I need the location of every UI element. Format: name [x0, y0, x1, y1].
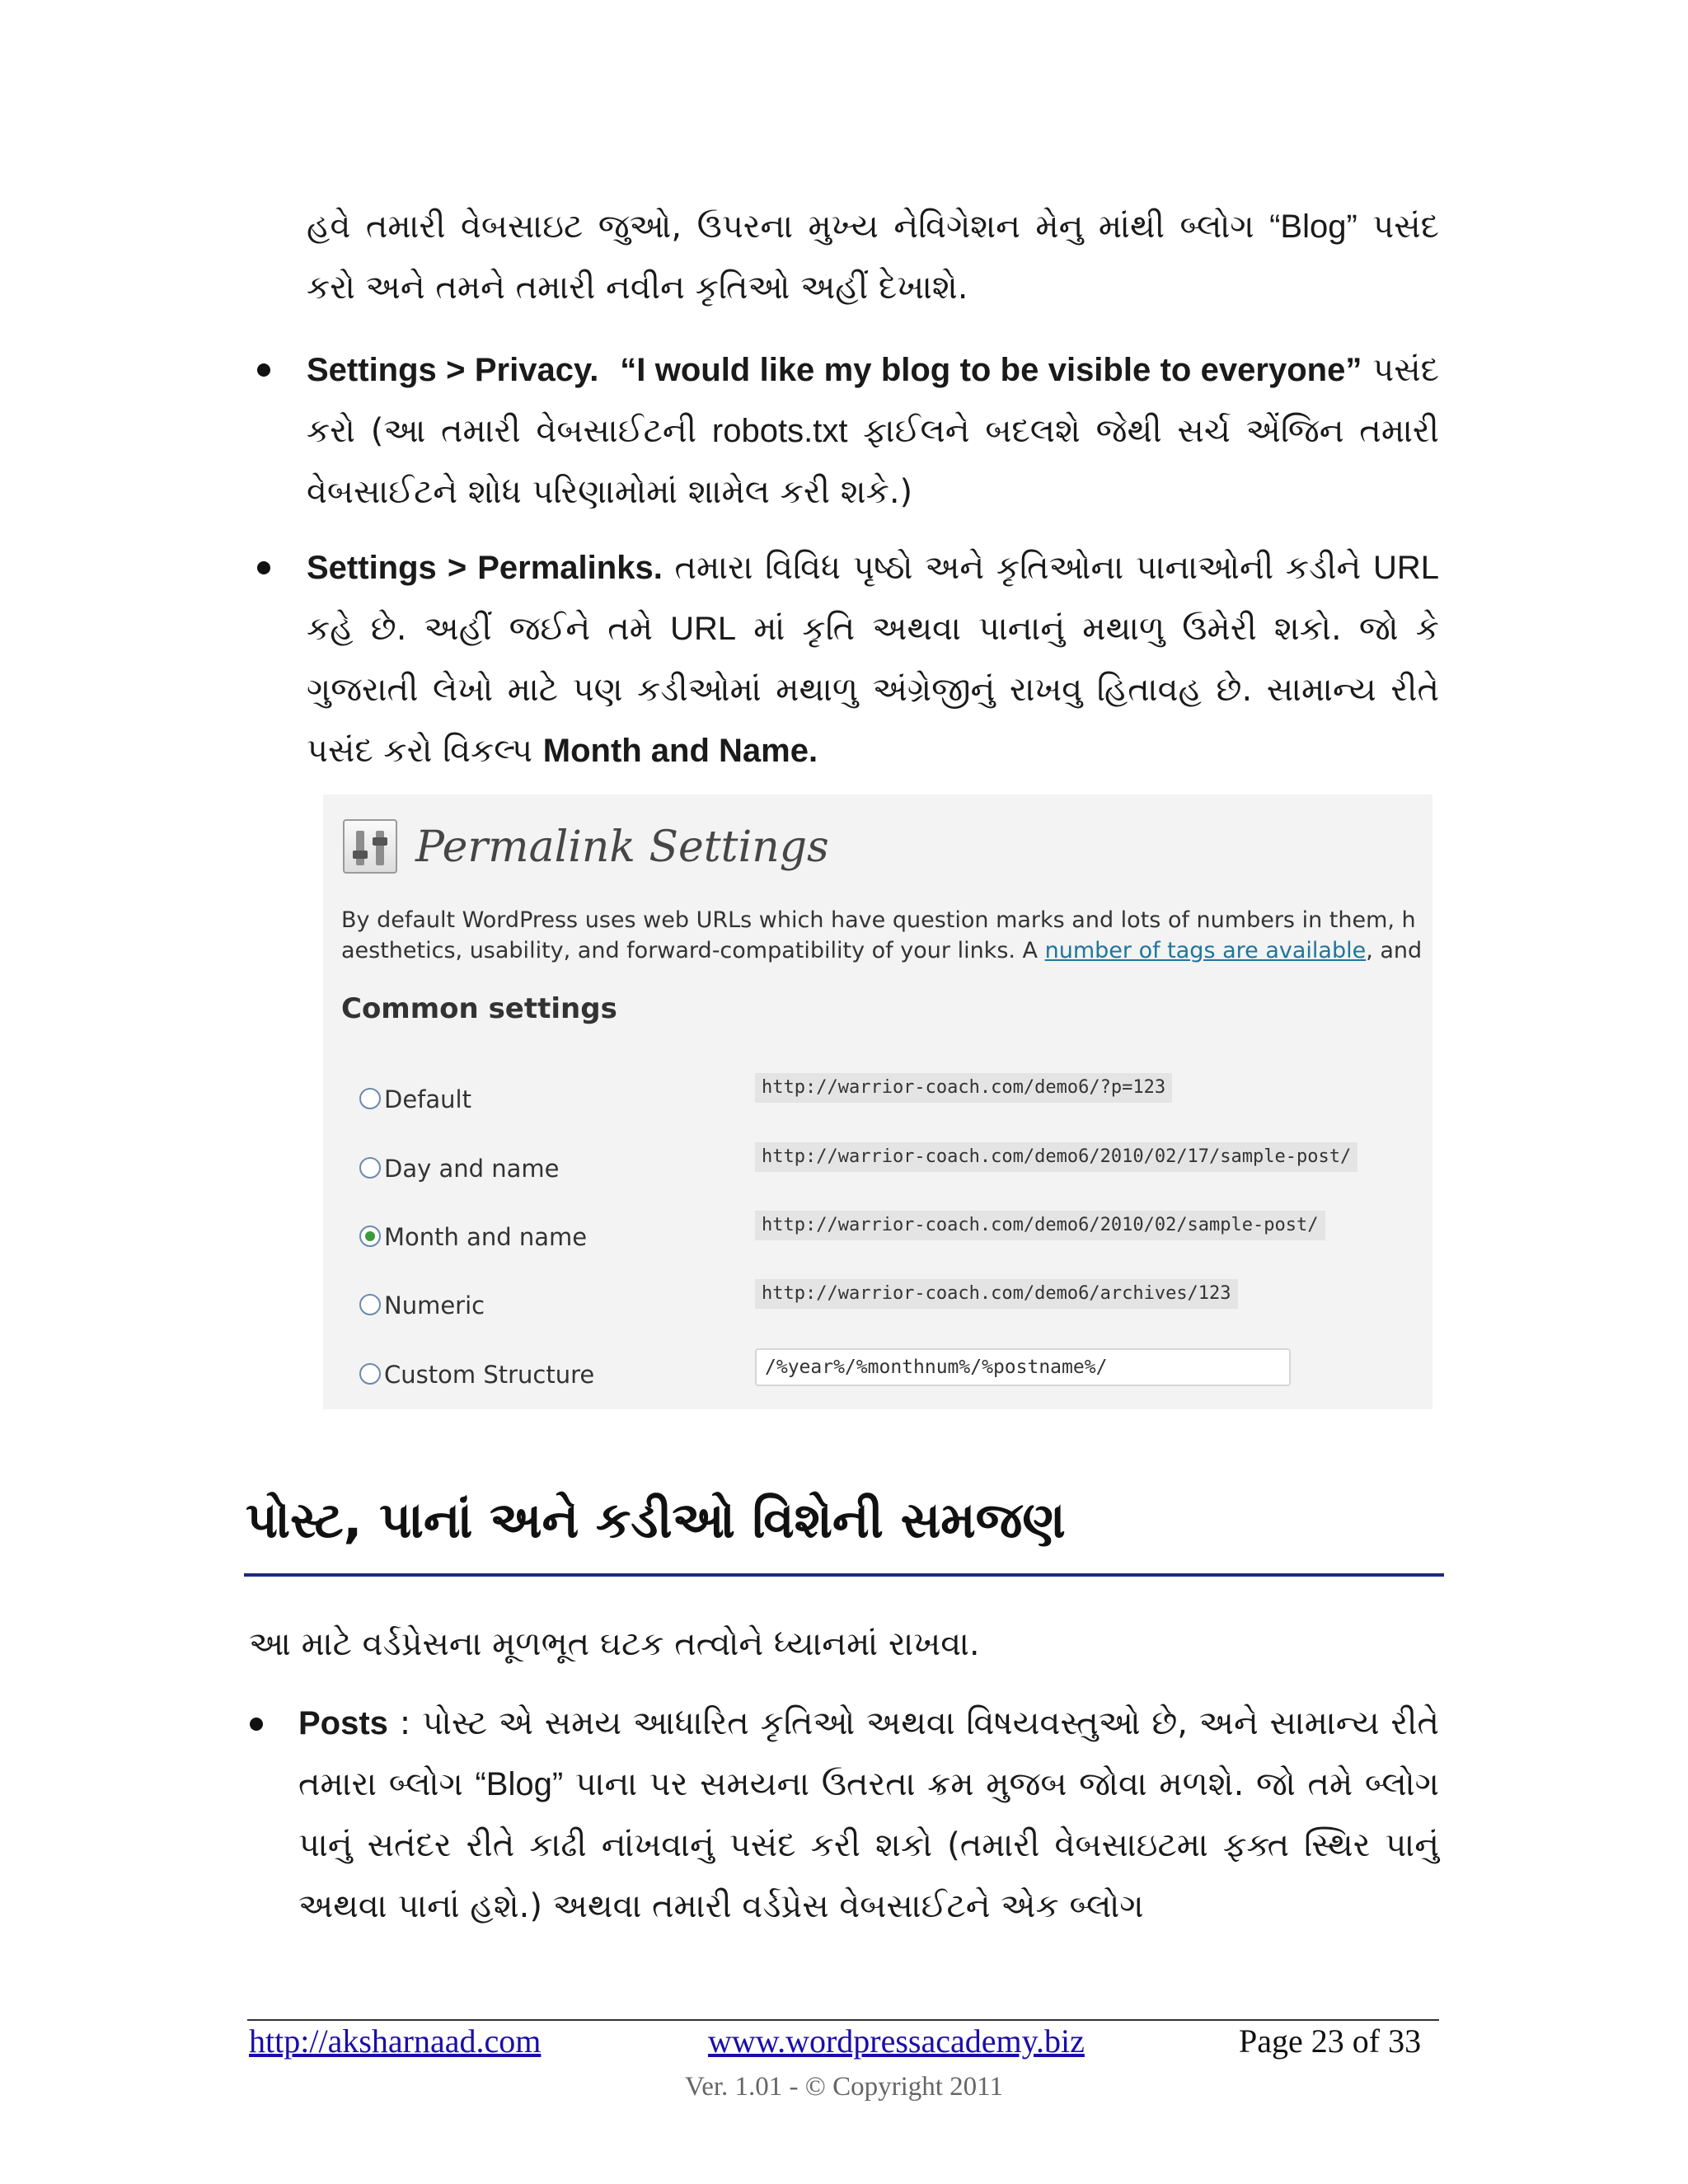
intro-paragraph — [307, 196, 1439, 318]
page-number: Page 23 of 33 — [1239, 2022, 1422, 2060]
option-numeric-url: http://warrior-coach.com/demo6/archives/123 — [755, 1279, 1238, 1309]
option-month-and-name-url: http://warrior-coach.com/demo6/2010/02/sample-post/ — [755, 1211, 1325, 1240]
option-day-and-name-label: Day and name — [384, 1155, 560, 1183]
footer-link-wordpressacademy[interactable]: www.wordpressacademy.biz — [708, 2022, 1085, 2060]
heading-underline — [244, 1573, 1444, 1577]
intro-blog-quote: “Blog” — [1269, 209, 1357, 245]
description-line-1: By default WordPress uses web URLs which have question marks and lots of numbers in them, h — [341, 907, 1416, 933]
radio-day-and-name[interactable] — [359, 1157, 381, 1179]
permalink-settings-title: Permalink Settings — [415, 823, 829, 872]
permalink-description — [341, 905, 1432, 966]
tags-available-link[interactable]: number of tags are available — [1044, 938, 1367, 963]
bullet-privacy-text-a: પસંદ કરો (આ તમારી વેબસાઈટની — [307, 351, 1439, 450]
option-default-label: Default — [384, 1085, 471, 1113]
bullet-posts-text-b: પાના પર સમયના ઉતરતા ક્રમ મુજબ જોવા મળશે. જો તમે બ્લોગ પાનું સતંદર રીતે કાઢી નાંખવાનું પસંદ કરી શકો (તમારી વેબસાઇટમા ફક્ત સ્થિર પાનું અથવા પાનાં હશે.) અથવા તમારી વર્ડપ્રેસ વેબસાઈટને એક બ્લોગ — [298, 1765, 1439, 1925]
bullet-posts-text-a: : પોસ્ટ એ સમય આધારિત કૃતિઓ અથવા વિષયવસ્તુઓ છે, અને સામાન્ય રીતે તમારા બ્લોગ — [298, 1704, 1439, 1803]
radio-numeric[interactable] — [359, 1294, 381, 1315]
url-word: URL — [1372, 550, 1439, 586]
bullet-privacy-text-b: ફાઈલને બદલશે જેથી સર્ચ એંજિન તમારી વેબસાઈટને શોધ પરિણામોમાં શામેલ કરી શકે.) — [307, 412, 1439, 511]
bullet-posts — [298, 1693, 1439, 1937]
bullet-dot — [257, 363, 270, 377]
bullet-permalinks-text-c: માં કૃતિ અથવા પાનાનું મથાળુ ઉમેરી શકો. જો કે ગુજરાતી લેખો માટે પણ કડીઓમાં મથાળુ અંગ્રેજીનું રાખવુ હિતાવહ છે. સામાન્ય રીતે પસંદ કરો વિકલ્પ — [307, 610, 1439, 770]
section-heading: પોસ્ટ, પાનાં અને કડીઓ વિશેની સમજણ — [246, 1492, 1066, 1549]
radio-default[interactable] — [359, 1088, 381, 1109]
common-settings-heading: Common settings — [341, 992, 617, 1025]
custom-structure-input[interactable]: /%year%/%monthnum%/%postname%/ — [755, 1348, 1291, 1386]
bullet-posts-label: Posts — [298, 1705, 388, 1741]
bullet-dot — [250, 1718, 263, 1731]
radio-month-and-name-selected[interactable] — [359, 1226, 381, 1247]
bullet-privacy-quote: “I would like my blog to be visible to everyone” — [620, 352, 1362, 388]
option-month-and-name-label: Month and name — [384, 1223, 588, 1251]
option-numeric-label: Numeric — [384, 1291, 485, 1319]
copyright-text: Ver. 1.01 - © Copyright 2011 — [685, 2072, 1003, 2102]
bullet-permalinks — [307, 537, 1439, 781]
bullet-dot — [257, 561, 270, 574]
month-and-name-option: Month and Name. — [542, 733, 818, 769]
description-line-2-start: aesthetics, usability, and forward-compatibility of your links. A — [341, 938, 1045, 963]
bullet-permalinks-text-b: કહે છે. અહીં જઈને તમે — [307, 610, 671, 648]
section-intro: આ માટે વર્ડપ્રેસના મૂળભૂત ઘટક તત્વોને ધ્યાનમાં રાખવા. — [249, 1625, 980, 1663]
settings-icon — [343, 819, 397, 874]
bullet-privacy-label: Settings > Privacy. — [307, 352, 599, 388]
radio-custom-structure[interactable] — [359, 1363, 381, 1385]
url-word: URL — [670, 611, 737, 647]
posts-blog-quote: “Blog” — [475, 1766, 564, 1802]
bullet-permalinks-text-a: તમારા વિવિધ પૃષ્ઠો અને કૃતિઓના પાનાઓની કડીને — [662, 549, 1373, 587]
description-line-2 — [341, 935, 1432, 966]
footer-link-aksharnaad[interactable]: http://aksharnaad.com — [249, 2022, 542, 2060]
option-custom-structure-label: Custom Structure — [384, 1361, 595, 1389]
option-default-url: http://warrior-coach.com/demo6/?p=123 — [755, 1073, 1172, 1103]
bullet-permalinks-label: Settings > Permalinks. — [307, 550, 663, 586]
bullet-privacy — [307, 340, 1439, 523]
description-line-2-end: , and — [1366, 938, 1423, 963]
intro-text-end: પસંદ કરો અને તમને તમારી નવીન કૃતિઓ અહીં દેખાશે. — [307, 208, 1439, 307]
robots-filename: robots.txt — [711, 413, 848, 449]
permalink-settings-screenshot — [323, 794, 1432, 1409]
intro-text-start: હવે તમારી વેબસાઇટ જુઓ, ઉપરના મુખ્ય નેવિગેશન મેનુ માંથી બ્લોગ — [307, 208, 1270, 246]
option-day-and-name-url: http://warrior-coach.com/demo6/2010/02/17/sample-post/ — [755, 1142, 1357, 1172]
